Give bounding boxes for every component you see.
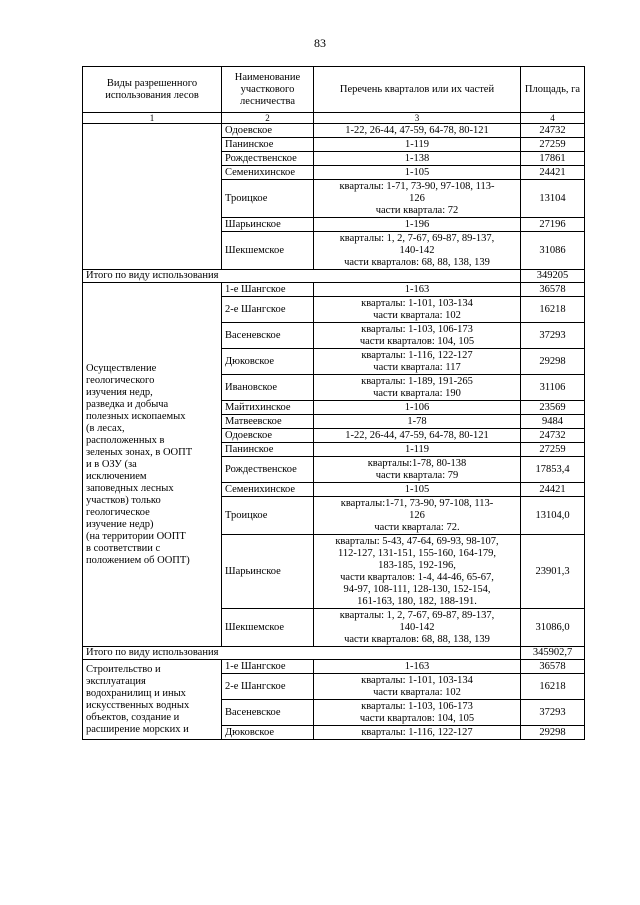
area-value: 16218: [521, 297, 585, 323]
text-line: 1-106: [404, 401, 430, 413]
quarters-list: [314, 660, 521, 674]
quarters-list: [314, 429, 521, 443]
text-line: 126: [409, 509, 425, 521]
forestry-name: Рождественское: [222, 152, 314, 166]
quarters-list: [314, 218, 521, 232]
area-value: 13104,0: [521, 497, 585, 535]
area-value: 37293: [521, 700, 585, 726]
forestry-name: Шарьинское: [222, 535, 314, 609]
area-value: 31086,0: [521, 609, 585, 647]
quarters-list: [314, 166, 521, 180]
quarters-list: [314, 283, 521, 297]
table-row: [83, 124, 585, 138]
forest-use-table: [82, 66, 585, 740]
header-num-3: 3: [314, 113, 521, 124]
area-value: 31106: [521, 375, 585, 401]
forestry-name: Шекшемское: [222, 232, 314, 270]
text-line: в соответствии с: [86, 542, 161, 554]
header-use-type: Виды разрешенного использования лесов: [83, 67, 222, 113]
text-line: части квартала: 190: [373, 387, 461, 399]
text-line: части кварталов: 68, 88, 138, 139: [344, 633, 490, 645]
text-line: Осуществление: [86, 362, 157, 374]
area-value: 29298: [521, 726, 585, 740]
text-line: расположенных в: [86, 434, 165, 446]
use-type-cell: [83, 124, 222, 270]
text-line: части квартала: 102: [373, 686, 461, 698]
area-value: 17853,4: [521, 457, 585, 483]
text-line: геологическое: [86, 506, 150, 518]
quarters-list: [314, 700, 521, 726]
total-label: Итого по виду использования: [83, 270, 521, 283]
text-line: 1-119: [404, 138, 430, 150]
text-line: 183-185, 192-196,: [378, 559, 456, 571]
text-line: кварталы: 5-43, 47-64, 69-93, 98-107,: [335, 535, 499, 547]
area-value: 13104: [521, 180, 585, 218]
text-line: геологического: [86, 374, 155, 386]
total-row: [83, 647, 585, 660]
text-line: кварталы: 1, 2, 7-67, 69-87, 89-137,: [339, 232, 495, 244]
quarters-list: [314, 232, 521, 270]
total-value: 349205: [521, 270, 585, 283]
text-line: части кварталов: 68, 88, 138, 139: [344, 256, 490, 268]
text-line: кварталы: 1, 2, 7-67, 69-87, 89-137,: [339, 609, 495, 621]
area-value: 17861: [521, 152, 585, 166]
text-line: положением об ООПТ): [86, 554, 190, 566]
forestry-name: 1-е Шангское: [222, 283, 314, 297]
quarters-list: [314, 401, 521, 415]
quarters-list: [314, 535, 521, 609]
area-value: 9484: [521, 415, 585, 429]
forestry-name: 2-е Шангское: [222, 297, 314, 323]
quarters-list: [314, 483, 521, 497]
forestry-name: Ивановское: [222, 375, 314, 401]
text-line: 1-105: [404, 483, 430, 495]
forestry-name: Шекшемское: [222, 609, 314, 647]
text-line: искусственных водных: [86, 699, 190, 711]
forestry-name: Васеневское: [222, 700, 314, 726]
header-quarters: Перечень кварталов или их частей: [314, 67, 521, 113]
text-line: части квартала: 72: [375, 204, 459, 216]
text-line: 1-119: [404, 443, 430, 455]
forestry-name: Рождественское: [222, 457, 314, 483]
text-line: полезных ископаемых: [86, 410, 186, 422]
text-line: эксплуатация: [86, 675, 146, 687]
text-line: расширение морских и: [86, 723, 189, 735]
forestry-name: Троицкое: [222, 497, 314, 535]
area-value: 23569: [521, 401, 585, 415]
quarters-list: [314, 415, 521, 429]
text-line: 1-22, 26-44, 47-59, 64-78, 80-121: [345, 429, 489, 441]
forestry-name: Дюковское: [222, 726, 314, 740]
area-value: 27259: [521, 443, 585, 457]
text-line: кварталы: 1-103, 106-173: [361, 700, 473, 712]
forestry-name: Семенихинское: [222, 483, 314, 497]
area-value: 24732: [521, 124, 585, 138]
text-line: разведка и добыча: [86, 398, 169, 410]
text-line: кварталы:1-71, 73-90, 97-108, 113-: [340, 497, 494, 509]
area-value: 36578: [521, 283, 585, 297]
text-line: 1-163: [404, 660, 430, 672]
quarters-list: [314, 124, 521, 138]
text-line: кварталы: 1-101, 103-134: [361, 674, 473, 686]
text-line: части квартала: 117: [373, 361, 461, 373]
quarters-list: [314, 375, 521, 401]
text-line: 94-97, 108-111, 128-130, 152-154,: [343, 583, 491, 595]
forestry-name: Шарьинское: [222, 218, 314, 232]
forestry-name: Троицкое: [222, 180, 314, 218]
forestry-name: Одоевское: [222, 124, 314, 138]
quarters-list: [314, 457, 521, 483]
header-row: [83, 67, 585, 113]
quarters-list: [314, 297, 521, 323]
total-label: Итого по виду использования: [83, 647, 521, 660]
forestry-name: Васеневское: [222, 323, 314, 349]
total-row: [83, 270, 585, 283]
header-num-1: 1: [83, 113, 222, 124]
text-line: Строительство и: [86, 663, 161, 675]
forestry-name: Дюковское: [222, 349, 314, 375]
text-line: кварталы: 1-103, 106-173: [361, 323, 473, 335]
text-line: 126: [409, 192, 425, 204]
text-line: 140-142: [399, 621, 435, 633]
text-line: 140-142: [399, 244, 435, 256]
area-value: 37293: [521, 323, 585, 349]
text-line: 1-196: [404, 218, 430, 230]
area-value: 23901,3: [521, 535, 585, 609]
text-line: 1-22, 26-44, 47-59, 64-78, 80-121: [345, 124, 489, 136]
header-forestry: Наименование участкового лесничества: [222, 67, 314, 113]
text-line: 161-163, 180, 182, 188-191.: [357, 595, 477, 607]
quarters-list: [314, 180, 521, 218]
text-line: части кварталов: 1-4, 44-46, 65-67,: [340, 571, 494, 583]
text-line: и в ОЗУ (за: [86, 458, 137, 470]
text-line: заповедных лесных: [86, 482, 174, 494]
forestry-name: Панинское: [222, 138, 314, 152]
header-number-row: [83, 113, 585, 124]
area-value: 16218: [521, 674, 585, 700]
text-line: 112-127, 131-151, 155-160, 164-179,: [338, 547, 496, 559]
quarters-list: [314, 323, 521, 349]
quarters-list: [314, 138, 521, 152]
text-line: части квартала: 102: [373, 309, 461, 321]
text-line: 1-163: [404, 283, 430, 295]
text-line: зеленых зонах, в ООПТ: [86, 446, 193, 458]
quarters-list: [314, 443, 521, 457]
text-line: объектов, создание и: [86, 711, 180, 723]
text-line: кварталы: 1-116, 122-127: [361, 349, 473, 361]
quarters-list: [314, 609, 521, 647]
text-line: участков) только: [86, 494, 161, 506]
area-value: 27196: [521, 218, 585, 232]
text-line: изучение недр): [86, 518, 154, 530]
forestry-name: Семенихинское: [222, 166, 314, 180]
area-value: 29298: [521, 349, 585, 375]
forestry-name: 2-е Шангское: [222, 674, 314, 700]
forestry-name: 1-е Шангское: [222, 660, 314, 674]
area-value: 24732: [521, 429, 585, 443]
forestry-name: Майтихинское: [222, 401, 314, 415]
text-line: исключением: [86, 470, 147, 482]
table-row: [83, 660, 585, 674]
total-value: 345902,7: [521, 647, 585, 660]
forestry-name: Панинское: [222, 443, 314, 457]
page-number: 83: [314, 36, 326, 50]
header-num-2: 2: [222, 113, 314, 124]
quarters-list: [314, 497, 521, 535]
header-area: Площадь, га: [521, 67, 585, 113]
text-line: кварталы: 1-71, 73-90, 97-108, 113-: [339, 180, 495, 192]
text-line: кварталы: 1-189, 191-265: [361, 375, 473, 387]
area-value: 36578: [521, 660, 585, 674]
text-line: (в лесах,: [86, 422, 125, 434]
forestry-name: Матвеевское: [222, 415, 314, 429]
text-line: части квартала: 79: [375, 469, 459, 481]
quarters-list: [314, 349, 521, 375]
text-line: кварталы: 1-116, 122-127: [361, 726, 473, 738]
use-type-cell: [83, 283, 222, 647]
header-num-4: 4: [521, 113, 585, 124]
area-value: 24421: [521, 483, 585, 497]
text-line: кварталы:1-78, 80-138: [367, 457, 467, 469]
use-type-cell: [83, 660, 222, 740]
area-value: 27259: [521, 138, 585, 152]
text-line: 1-138: [404, 152, 430, 164]
text-line: 1-105: [404, 166, 430, 178]
text-line: изучения недр,: [86, 386, 153, 398]
quarters-list: [314, 726, 521, 740]
area-value: 24421: [521, 166, 585, 180]
forestry-name: Одоевское: [222, 429, 314, 443]
text-line: водохранилищ и иных: [86, 687, 186, 699]
table-row: [83, 283, 585, 297]
text-line: части квартала: 72.: [374, 521, 460, 533]
text-line: части кварталов: 104, 105: [359, 335, 475, 347]
quarters-list: [314, 152, 521, 166]
text-line: (на территории ООПТ: [86, 530, 186, 542]
area-value: 31086: [521, 232, 585, 270]
text-line: 1-78: [407, 415, 427, 427]
text-line: кварталы: 1-101, 103-134: [361, 297, 473, 309]
quarters-list: [314, 674, 521, 700]
text-line: части кварталов: 104, 105: [359, 712, 475, 724]
